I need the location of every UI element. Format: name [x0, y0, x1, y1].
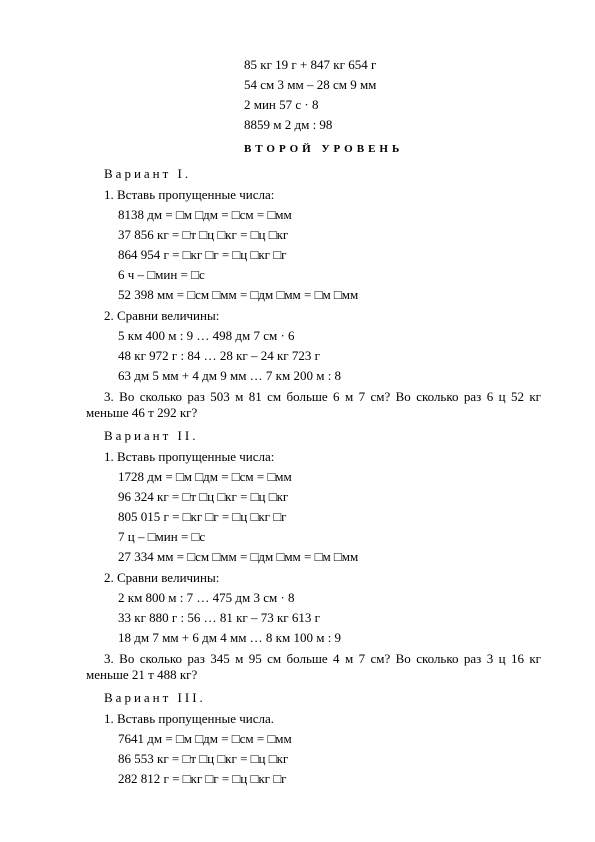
variant-2-title: Вариант II.: [104, 428, 199, 443]
variant-2-task3: 3. Во сколько раз 345 м 95 см больше 4 м 7 см? Во сколько раз 3 ц 16 кг меньше 21 т 488 кг?: [86, 651, 541, 682]
variant-1-title: Вариант I.: [104, 166, 192, 181]
variant-1-task1-item: 864 954 г = □кг □г = □ц □кг □г: [118, 247, 287, 262]
expression-3: 2 мин 57 с · 8: [244, 97, 319, 112]
variant-3-task1-item: 86 553 кг = □т □ц □кг = □ц □кг: [118, 751, 289, 766]
variant-2-task1-item: 805 015 г = □кг □г = □ц □кг □г: [118, 509, 287, 524]
expression-2: 54 см 3 мм – 28 см 9 мм: [244, 77, 377, 92]
variant-1-task3: 3. Во сколько раз 503 м 81 см больше 6 м 7 см? Во сколько раз 6 ц 52 кг меньше 46 т 292 кг?: [86, 389, 541, 420]
variant-1-task1-item: 37 856 кг = □т □ц □кг = □ц □кг: [118, 227, 289, 242]
variant-3-task1-item: 7641 дм = □м □дм = □см = □мм: [118, 731, 292, 746]
section-heading: ВТОРОЙ УРОВЕНЬ: [244, 143, 404, 155]
variant-2-task1-item: 1728 дм = □м □дм = □см = □мм: [118, 469, 292, 484]
variant-2-task1-label: 1. Вставь пропущенные числа:: [104, 449, 275, 464]
variant-2-task1-item: 96 324 кг = □т □ц □кг = □ц □кг: [118, 489, 289, 504]
variant-2-task1-item: 7 ц – □мин = □с: [118, 529, 206, 544]
expression-1: 85 кг 19 г + 847 кг 654 г: [244, 57, 377, 72]
variant-1-task2-item: 48 кг 972 г : 84 … 28 кг – 24 кг 723 г: [118, 348, 320, 363]
variant-3-task1-item: 282 812 г = □кг □г = □ц □кг □г: [118, 771, 287, 786]
variant-2-task2-item: 2 км 800 м : 7 … 475 дм 3 см · 8: [118, 590, 295, 605]
variant-1-task1-label: 1. Вставь пропущенные числа:: [104, 187, 275, 202]
variant-1-task2-item: 5 км 400 м : 9 … 498 дм 7 см · 6: [118, 328, 295, 343]
variant-3-title: Вариант III.: [104, 690, 206, 705]
variant-1-task2-label: 2. Сравни величины:: [104, 308, 220, 323]
variant-1-task1-item: 52 398 мм = □см □мм = □дм □мм = □м □мм: [118, 287, 359, 302]
variant-3-task1-label: 1. Вставь пропущенные числа.: [104, 711, 275, 726]
variant-2-task2-label: 2. Сравни величины:: [104, 570, 220, 585]
variant-1-task2-item: 63 дм 5 мм + 4 дм 9 мм … 7 км 200 м : 8: [118, 368, 342, 383]
variant-2-task2-item: 33 кг 880 г : 56 … 81 кг – 73 кг 613 г: [118, 610, 320, 625]
variant-1-task1-item: 6 ч – □мин = □с: [118, 267, 205, 282]
variant-2-task1-item: 27 334 мм = □см □мм = □дм □мм = □м □мм: [118, 549, 359, 564]
expression-4: 8859 м 2 дм : 98: [244, 117, 333, 132]
variant-2-task2-item: 18 дм 7 мм + 6 дм 4 мм … 8 км 100 м : 9: [118, 630, 342, 645]
variant-1-task1-item: 8138 дм = □м □дм = □см = □мм: [118, 207, 292, 222]
